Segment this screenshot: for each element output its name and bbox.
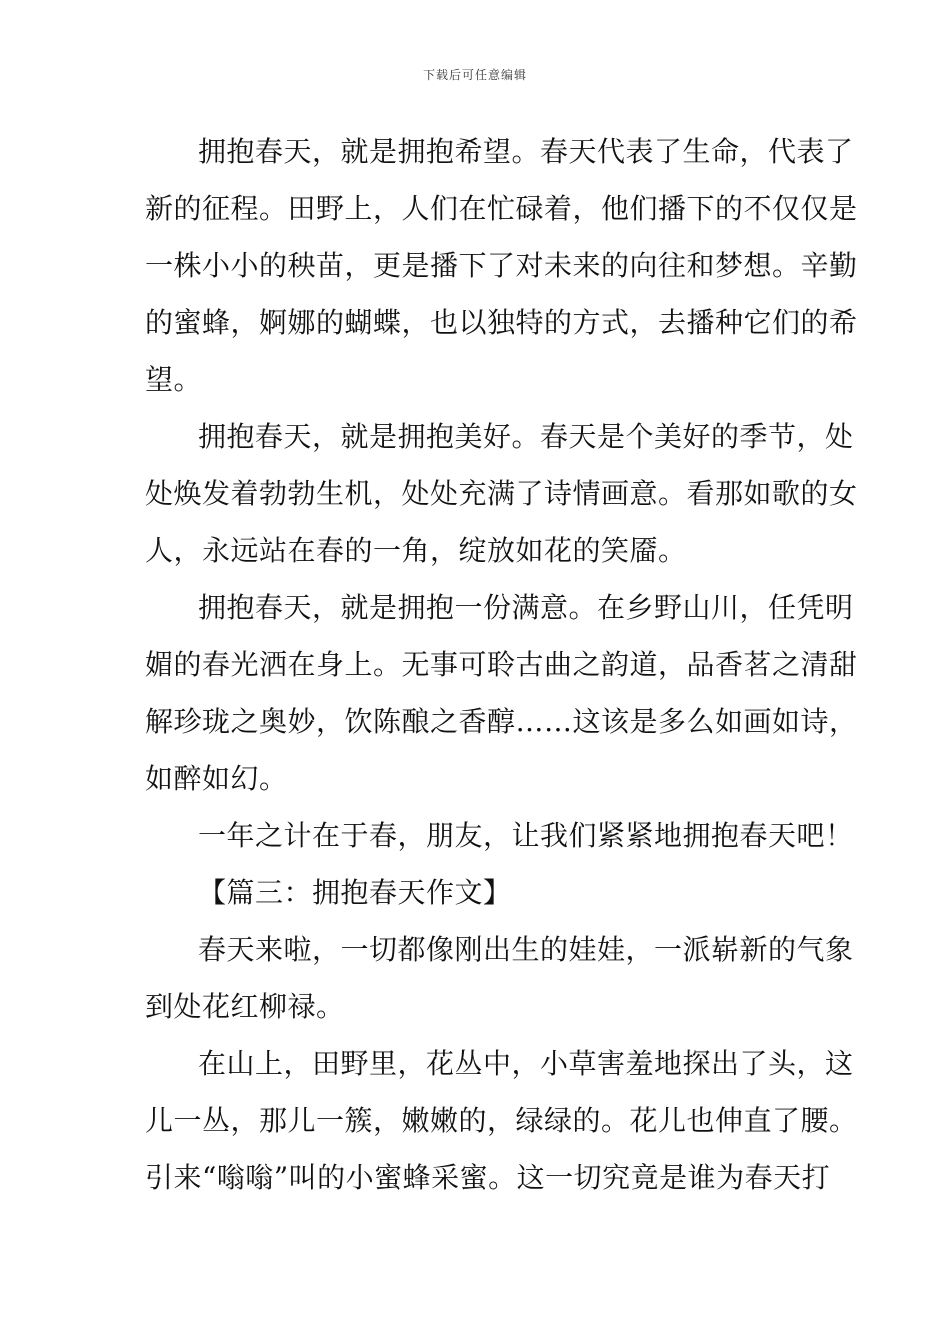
- text-line: 媚的春光洒在身上。无事可聆古曲之韵道，品香茗之清甜: [145, 648, 858, 681]
- text-line: 引来“嗡嗡”叫的小蜜蜂采蜜。这一切究竟是谁为春天打: [145, 1161, 831, 1194]
- text-line: 一年之计在于春，朋友，让我们紧紧地拥抱春天吧！: [198, 819, 854, 852]
- text-line: 一株小小的秧苗，更是播下了对未来的向往和梦想。辛勤: [145, 249, 858, 282]
- text-line: 到处花红柳禄。: [145, 990, 345, 1023]
- text-line: 的蜜蜂，婀娜的蝴蝶，也以独特的方式，去播种它们的希: [145, 306, 858, 339]
- section-heading: 【篇三：拥抱春天作文】: [198, 876, 512, 909]
- text-line: 人，永远站在春的一角，绽放如花的笑靥。: [145, 534, 687, 567]
- text-line: 儿一丛，那儿一簇，嫩嫩的，绿绿的。花儿也伸直了腰。: [145, 1104, 858, 1137]
- text-line: 拥抱春天，就是拥抱一份满意。在乡野山川，任凭明: [198, 591, 854, 624]
- text-line: 望。: [145, 363, 203, 396]
- text-line: 如醉如幻。: [145, 762, 288, 795]
- text-line: 拥抱春天，就是拥抱美好。春天是个美好的季节，处: [198, 420, 854, 453]
- text-line: 拥抱春天，就是拥抱希望。春天代表了生命，代表了: [198, 135, 854, 168]
- text-line: 解珍珑之奥妙，饮陈酿之香醇……这该是多么如画如诗，: [145, 705, 858, 738]
- text-line: 处焕发着勃勃生机，处处充满了诗情画意。看那如歌的女: [145, 477, 858, 510]
- text-line: 在山上，田野里，花丛中，小草害羞地探出了头，这: [198, 1047, 854, 1080]
- page-header: 下载后可任意编辑: [422, 68, 527, 82]
- text-line: 春天来啦，一切都像刚出生的娃娃，一派崭新的气象: [198, 933, 854, 966]
- text-line: 新的征程。田野上，人们在忙碌着，他们播下的不仅仅是: [145, 192, 858, 225]
